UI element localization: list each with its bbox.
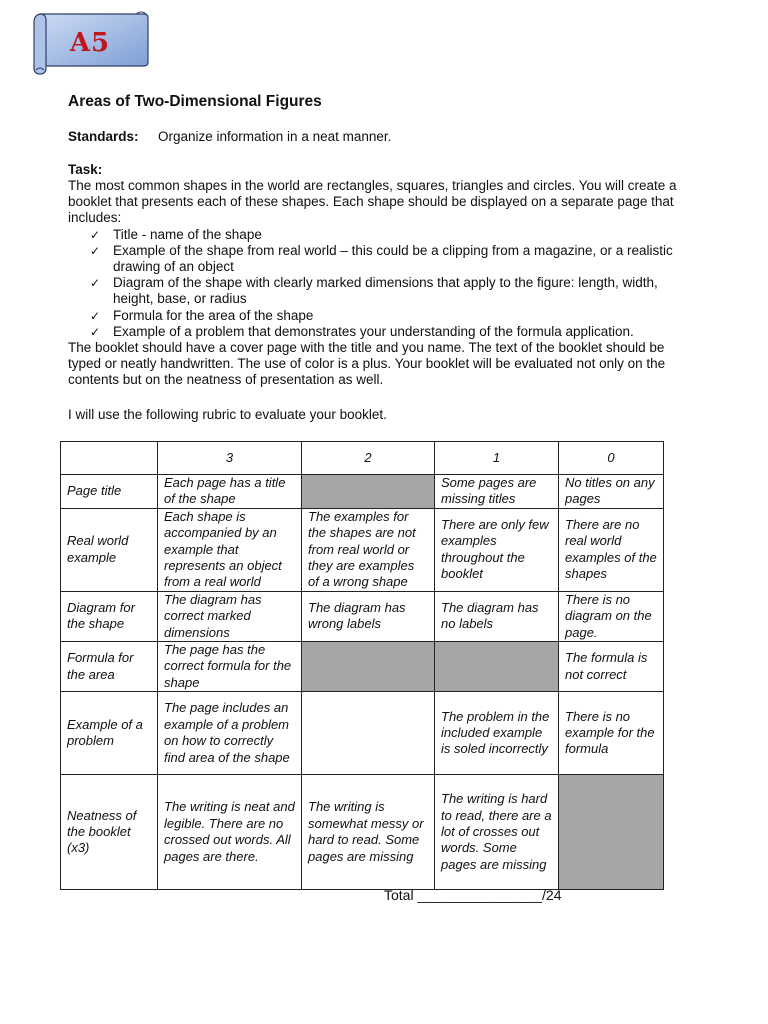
rubric-cell-shaded xyxy=(435,642,559,692)
scroll-badge xyxy=(28,8,152,76)
rubric-cell: The diagram has correct marked dimensions xyxy=(158,591,302,641)
checkmark-icon: ✓ xyxy=(90,324,101,339)
checklist xyxy=(68,227,698,340)
task-outro: The booklet should have a cover page with the title and you name. The text of the booklet should be typed or neatly handwritten. The use of color is a plus. Your booklet will be evaluated not only on the contents but on the neatness of presentation as well. xyxy=(68,340,666,388)
badge-label: A5 xyxy=(69,28,111,58)
rubric-header-cell: 2 xyxy=(302,442,435,475)
rubric-cell: Some pages are missing titles xyxy=(435,475,559,509)
rubric-cell-shaded xyxy=(559,775,664,890)
rubric-cell: Each page has a title of the shape xyxy=(158,475,302,509)
rubric-header-cell: 0 xyxy=(559,442,664,475)
rubric-cell: Each shape is accompanied by an example that represents an object from a real world xyxy=(158,508,302,591)
standards-text: Organize information in a neat manner. xyxy=(158,129,392,144)
rubric-criterion: Neatness of the booklet (x3) xyxy=(61,775,158,890)
rubric-cell xyxy=(302,692,435,775)
rubric-cell: The formula is not correct xyxy=(559,642,664,692)
rubric-cell: There are no real world examples of the shapes xyxy=(559,508,664,591)
total-blank: ________________ xyxy=(417,887,543,903)
rubric-cell: The diagram has wrong labels xyxy=(302,591,435,641)
rubric-intro: I will use the following rubric to evaluate your booklet. xyxy=(68,407,387,422)
rubric-cell-shaded xyxy=(302,642,435,692)
rubric-header-cell xyxy=(61,442,158,475)
rubric-criterion: Formula for the area xyxy=(61,642,158,692)
rubric-cell: The diagram has no labels xyxy=(435,591,559,641)
rubric-table xyxy=(60,441,664,890)
total-suffix: /24 xyxy=(542,887,562,903)
rubric-cell: There is no example for the formula xyxy=(559,692,664,775)
rubric-cell: The page has the correct formula for the shape xyxy=(158,642,302,692)
rubric-row xyxy=(61,692,664,775)
task-intro: The most common shapes in the world are rectangles, squares, triangles and circles. You will create a booklet that presents each of these shapes. Each shape should be displayed on a separate page that includes: xyxy=(68,178,677,226)
rubric-row xyxy=(61,475,664,509)
rubric-row xyxy=(61,591,664,641)
rubric-cell: The page includes an example of a problem on how to correctly find area of the shape xyxy=(158,692,302,775)
rubric-header-cell: 1 xyxy=(435,442,559,475)
rubric-cell: There is no diagram on the page. xyxy=(559,591,664,641)
rubric-cell: There are only few examples throughout the booklet xyxy=(435,508,559,591)
checkmark-icon: ✓ xyxy=(90,227,101,242)
rubric-header-cell: 3 xyxy=(158,442,302,475)
rubric-cell: The writing is somewhat messy or hard to read. Some pages are missing xyxy=(302,775,435,890)
rubric-cell: The writing is hard to read, there are a lot of crosses out words. Some pages are missing xyxy=(435,775,559,890)
rubric-criterion: Diagram for the shape xyxy=(61,591,158,641)
rubric-cell: The problem in the included example is soled incorrectly xyxy=(435,692,559,775)
checklist-item: ✓ Example of the shape from real world – this could be a clipping from a magazine, or a realistic drawing of an object xyxy=(90,242,673,275)
rubric-row xyxy=(61,642,664,692)
task-body xyxy=(68,178,698,389)
task-heading: Task: xyxy=(68,162,103,177)
rubric-criterion: Example of a problem xyxy=(61,692,158,775)
checklist-item: ✓ Diagram of the shape with clearly marked dimensions that apply to the figure: length, width, height, base, or radius xyxy=(90,275,658,307)
checkmark-icon: ✓ xyxy=(90,276,101,291)
checkmark-icon: ✓ xyxy=(90,308,101,323)
standards-line xyxy=(68,129,391,144)
rubric-row xyxy=(61,775,664,890)
rubric-criterion: Real world example xyxy=(61,508,158,591)
checkmark-icon: ✓ xyxy=(90,243,101,258)
rubric-row xyxy=(61,508,664,591)
rubric-cell: The writing is neat and legible. There are no crossed out words. All pages are there. xyxy=(158,775,302,890)
rubric-criterion: Page title xyxy=(61,475,158,509)
standards-label: Standards: xyxy=(68,129,139,144)
checklist-item: ✓ Formula for the area of the shape xyxy=(90,307,314,323)
rubric-cell-shaded xyxy=(302,475,435,509)
checklist-item: ✓ Example of a problem that demonstrates your understanding of the formula application. xyxy=(90,323,634,339)
total-label: Total xyxy=(384,887,414,903)
rubric-cell: The examples for the shapes are not from real world or they are examples of a wrong shape xyxy=(302,508,435,591)
total-line xyxy=(384,887,562,903)
rubric-header-row xyxy=(61,442,664,475)
checklist-item: ✓ Title - name of the shape xyxy=(90,226,262,242)
page-title: Areas of Two-Dimensional Figures xyxy=(68,93,322,110)
rubric-cell: No titles on any pages xyxy=(559,475,664,509)
